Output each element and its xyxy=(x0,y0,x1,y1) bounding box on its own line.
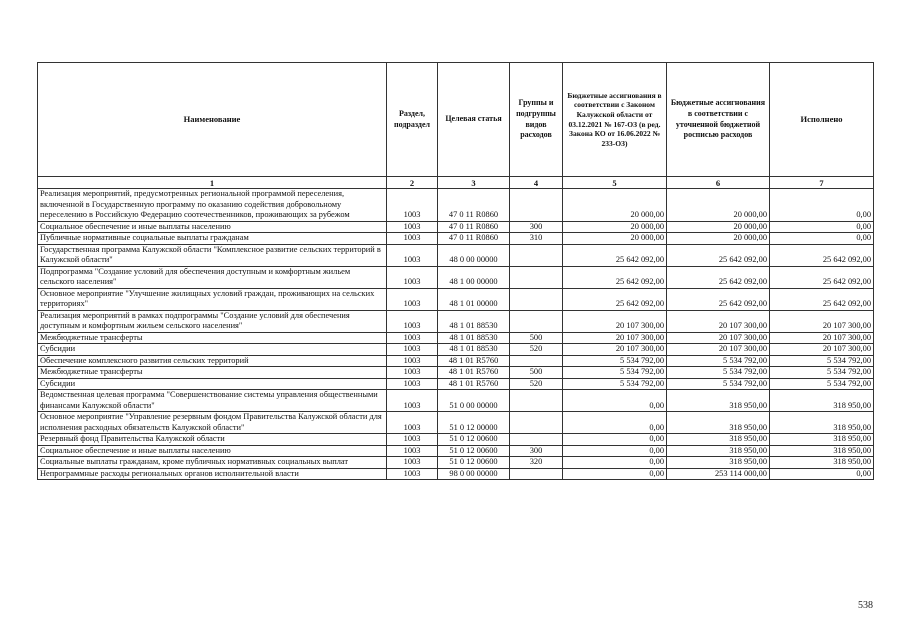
table-row xyxy=(38,434,874,446)
cell-target: 51 0 12 00000 xyxy=(438,412,510,434)
cell-done-amount: 0,00 xyxy=(770,221,874,233)
table-row xyxy=(38,288,874,310)
budget-table xyxy=(37,62,874,480)
table-row xyxy=(38,468,874,480)
column-number: 6 xyxy=(667,177,770,189)
table-row xyxy=(38,457,874,469)
cell-group: 310 xyxy=(510,233,563,245)
cell-section: 1003 xyxy=(387,221,438,233)
cell-list-amount: 25 642 092,00 xyxy=(667,244,770,266)
column-number: 7 xyxy=(770,177,874,189)
cell-group xyxy=(510,189,563,222)
cell-target: 98 0 00 00000 xyxy=(438,468,510,480)
cell-done-amount: 318 950,00 xyxy=(770,434,874,446)
cell-list-amount: 253 114 000,00 xyxy=(667,468,770,480)
cell-section: 1003 xyxy=(387,332,438,344)
cell-target: 48 1 01 R5760 xyxy=(438,367,510,379)
header-groups: Группы и подгруппы видов расходов xyxy=(510,63,563,177)
cell-done-amount: 0,00 xyxy=(770,189,874,222)
cell-law-amount: 25 642 092,00 xyxy=(563,288,667,310)
table-row xyxy=(38,445,874,457)
cell-list-amount: 5 534 792,00 xyxy=(667,378,770,390)
cell-done-amount: 318 950,00 xyxy=(770,457,874,469)
cell-list-amount: 20 000,00 xyxy=(667,221,770,233)
table-row xyxy=(38,244,874,266)
cell-section: 1003 xyxy=(387,390,438,412)
cell-section: 1003 xyxy=(387,367,438,379)
cell-group: 500 xyxy=(510,367,563,379)
cell-done-amount: 20 107 300,00 xyxy=(770,310,874,332)
cell-done-amount: 20 107 300,00 xyxy=(770,344,874,356)
cell-law-amount: 20 000,00 xyxy=(563,221,667,233)
cell-done-amount: 20 107 300,00 xyxy=(770,332,874,344)
header-section: Раздел, подраздел xyxy=(387,63,438,177)
cell-law-amount: 20 107 300,00 xyxy=(563,344,667,356)
table-row xyxy=(38,310,874,332)
cell-list-amount: 5 534 792,00 xyxy=(667,367,770,379)
cell-list-amount: 318 950,00 xyxy=(667,434,770,446)
cell-done-amount: 5 534 792,00 xyxy=(770,355,874,367)
cell-law-amount: 20 000,00 xyxy=(563,233,667,245)
cell-name: Государственная программа Калужской области "Комплексное развитие сельских территорий в Калужской области" xyxy=(38,244,387,266)
cell-name: Межбюджетные трансферты xyxy=(38,367,387,379)
cell-law-amount: 20 107 300,00 xyxy=(563,332,667,344)
table-row xyxy=(38,378,874,390)
cell-section: 1003 xyxy=(387,468,438,480)
column-number-row xyxy=(38,177,874,189)
cell-target: 48 1 01 R5760 xyxy=(438,355,510,367)
cell-name: Межбюджетные трансферты xyxy=(38,332,387,344)
cell-list-amount: 318 950,00 xyxy=(667,390,770,412)
table-row xyxy=(38,412,874,434)
cell-target: 51 0 12 00600 xyxy=(438,457,510,469)
cell-name: Публичные нормативные социальные выплаты гражданам xyxy=(38,233,387,245)
header-target: Целевая статья xyxy=(438,63,510,177)
cell-group: 300 xyxy=(510,221,563,233)
cell-group xyxy=(510,288,563,310)
cell-section: 1003 xyxy=(387,434,438,446)
cell-law-amount: 0,00 xyxy=(563,390,667,412)
cell-law-amount: 20 107 300,00 xyxy=(563,310,667,332)
cell-target: 51 0 12 00600 xyxy=(438,434,510,446)
cell-target: 48 1 01 R5760 xyxy=(438,378,510,390)
cell-section: 1003 xyxy=(387,355,438,367)
cell-section: 1003 xyxy=(387,310,438,332)
cell-target: 51 0 00 00000 xyxy=(438,390,510,412)
cell-section: 1003 xyxy=(387,233,438,245)
cell-name: Основное мероприятие "Управление резервным фондом Правительства Калужской области для исполнения расходных обязательств Калужской области" xyxy=(38,412,387,434)
cell-list-amount: 20 000,00 xyxy=(667,233,770,245)
cell-group xyxy=(510,390,563,412)
header-law-assignments: Бюджетные ассигнования в соответствии с Законом Калужской области от 03.12.2021 № 167-ОЗ (в ред. Закона КО от 16.06.2022 № 233-ОЗ) xyxy=(563,63,667,177)
cell-target: 47 0 11 R0860 xyxy=(438,221,510,233)
table-row xyxy=(38,367,874,379)
cell-done-amount: 25 642 092,00 xyxy=(770,266,874,288)
cell-section: 1003 xyxy=(387,266,438,288)
table-row xyxy=(38,332,874,344)
table-row xyxy=(38,266,874,288)
cell-done-amount: 318 950,00 xyxy=(770,412,874,434)
table-row xyxy=(38,221,874,233)
cell-name: Субсидии xyxy=(38,378,387,390)
cell-group xyxy=(510,468,563,480)
cell-name: Социальное обеспечение и иные выплаты населению xyxy=(38,221,387,233)
cell-group xyxy=(510,244,563,266)
cell-law-amount: 5 534 792,00 xyxy=(563,355,667,367)
cell-group: 300 xyxy=(510,445,563,457)
cell-law-amount: 0,00 xyxy=(563,412,667,434)
cell-name: Реализация мероприятий, предусмотренных региональной программой переселения, включенной в Государственную программу по оказанию содействия добровольному переселению в Российскую Федерацию соотечественников, проживающих за рубежом xyxy=(38,189,387,222)
cell-target: 48 1 00 00000 xyxy=(438,266,510,288)
cell-done-amount: 318 950,00 xyxy=(770,390,874,412)
column-number: 5 xyxy=(563,177,667,189)
cell-target: 51 0 12 00600 xyxy=(438,445,510,457)
cell-done-amount: 5 534 792,00 xyxy=(770,378,874,390)
cell-list-amount: 318 950,00 xyxy=(667,445,770,457)
cell-list-amount: 20 000,00 xyxy=(667,189,770,222)
cell-section: 1003 xyxy=(387,189,438,222)
page-number: 538 xyxy=(858,600,873,611)
cell-done-amount: 0,00 xyxy=(770,233,874,245)
table-header-row xyxy=(38,63,874,177)
cell-list-amount: 25 642 092,00 xyxy=(667,288,770,310)
cell-group: 520 xyxy=(510,344,563,356)
header-name: Наименование xyxy=(38,63,387,177)
cell-list-amount: 318 950,00 xyxy=(667,412,770,434)
cell-section: 1003 xyxy=(387,344,438,356)
cell-group xyxy=(510,412,563,434)
cell-section: 1003 xyxy=(387,412,438,434)
column-number: 4 xyxy=(510,177,563,189)
cell-section: 1003 xyxy=(387,288,438,310)
column-number: 1 xyxy=(38,177,387,189)
cell-name: Социальные выплаты гражданам, кроме публичных нормативных социальных выплат xyxy=(38,457,387,469)
cell-list-amount: 20 107 300,00 xyxy=(667,310,770,332)
cell-list-amount: 20 107 300,00 xyxy=(667,344,770,356)
cell-name: Реализация мероприятий в рамках подпрограммы "Создание условий для обеспечения доступным и комфортным жильем сельского населения" xyxy=(38,310,387,332)
cell-law-amount: 20 000,00 xyxy=(563,189,667,222)
cell-done-amount: 5 534 792,00 xyxy=(770,367,874,379)
cell-name: Ведомственная целевая программа "Совершенствование системы управления общественными финансами Калужской области" xyxy=(38,390,387,412)
cell-law-amount: 25 642 092,00 xyxy=(563,244,667,266)
cell-law-amount: 0,00 xyxy=(563,457,667,469)
cell-group xyxy=(510,310,563,332)
table-row xyxy=(38,189,874,222)
column-number: 3 xyxy=(438,177,510,189)
cell-name: Субсидии xyxy=(38,344,387,356)
cell-section: 1003 xyxy=(387,445,438,457)
cell-law-amount: 0,00 xyxy=(563,468,667,480)
cell-group xyxy=(510,434,563,446)
cell-target: 48 1 01 88530 xyxy=(438,310,510,332)
column-number: 2 xyxy=(387,177,438,189)
table-row xyxy=(38,355,874,367)
cell-law-amount: 25 642 092,00 xyxy=(563,266,667,288)
cell-target: 48 1 01 88530 xyxy=(438,344,510,356)
cell-group: 500 xyxy=(510,332,563,344)
cell-list-amount: 318 950,00 xyxy=(667,457,770,469)
cell-target: 48 1 01 00000 xyxy=(438,288,510,310)
cell-name: Обеспечение комплексного развития сельских территорий xyxy=(38,355,387,367)
cell-name: Подпрограмма "Создание условий для обеспечения доступным и комфортным жильем сельского населения" xyxy=(38,266,387,288)
cell-name: Непрограммные расходы региональных органов исполнительной власти xyxy=(38,468,387,480)
cell-law-amount: 5 534 792,00 xyxy=(563,367,667,379)
cell-name: Резервный фонд Правительства Калужской области xyxy=(38,434,387,446)
cell-section: 1003 xyxy=(387,378,438,390)
table-row xyxy=(38,344,874,356)
cell-done-amount: 25 642 092,00 xyxy=(770,288,874,310)
cell-law-amount: 0,00 xyxy=(563,445,667,457)
cell-list-amount: 25 642 092,00 xyxy=(667,266,770,288)
cell-list-amount: 5 534 792,00 xyxy=(667,355,770,367)
cell-group xyxy=(510,266,563,288)
budget-table-sheet xyxy=(37,62,873,480)
table-row xyxy=(38,233,874,245)
cell-list-amount: 20 107 300,00 xyxy=(667,332,770,344)
cell-done-amount: 318 950,00 xyxy=(770,445,874,457)
cell-done-amount: 0,00 xyxy=(770,468,874,480)
cell-section: 1003 xyxy=(387,244,438,266)
cell-target: 48 0 00 00000 xyxy=(438,244,510,266)
cell-name: Основное мероприятие "Улучшение жилищных условий граждан, проживающих на сельских территориях" xyxy=(38,288,387,310)
header-list-assignments: Бюджетные ассигнования в соответствии с уточненной бюджетной росписью расходов xyxy=(667,63,770,177)
cell-section: 1003 xyxy=(387,457,438,469)
cell-target: 47 0 11 R0860 xyxy=(438,233,510,245)
cell-group: 320 xyxy=(510,457,563,469)
cell-name: Социальное обеспечение и иные выплаты населению xyxy=(38,445,387,457)
cell-law-amount: 0,00 xyxy=(563,434,667,446)
header-done: Исполнено xyxy=(770,63,874,177)
cell-done-amount: 25 642 092,00 xyxy=(770,244,874,266)
cell-law-amount: 5 534 792,00 xyxy=(563,378,667,390)
table-row xyxy=(38,390,874,412)
cell-target: 48 1 01 88530 xyxy=(438,332,510,344)
cell-group: 520 xyxy=(510,378,563,390)
cell-target: 47 0 11 R0860 xyxy=(438,189,510,222)
cell-group xyxy=(510,355,563,367)
